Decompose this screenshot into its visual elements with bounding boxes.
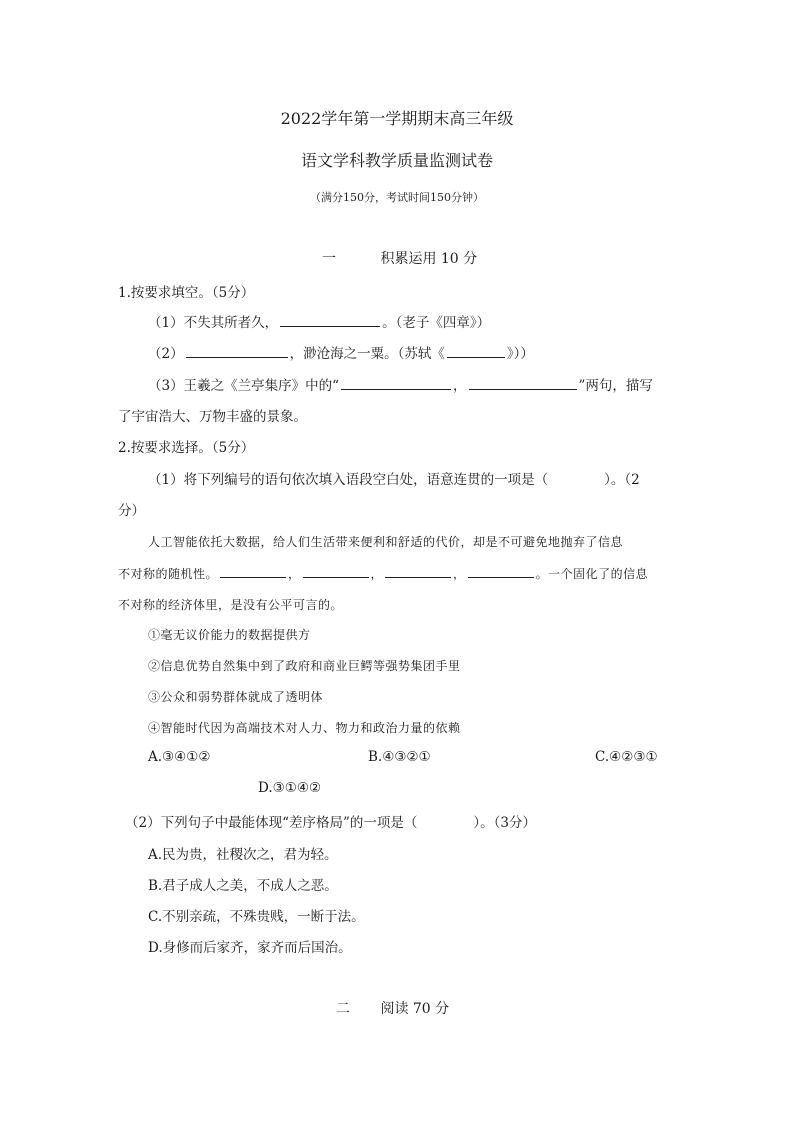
section-heading-2: [336, 998, 449, 1018]
text: （3）王羲之《兰亭集序》中的“: [148, 378, 339, 394]
exam-info: （满分150分，考试时间150分钟）: [310, 191, 484, 204]
question-2-part-1-cont: 分）: [118, 503, 145, 519]
page-title-line2: 语文学科教学质量监测试卷: [300, 151, 493, 170]
sentence-item-4: ④智能时代因为高端技术对人力、物力和政治力量的依赖: [148, 721, 461, 735]
text: 。（老子《四章》）: [382, 315, 491, 331]
answer-blank: [303, 565, 369, 578]
text: ，: [370, 567, 384, 581]
answer-blank: [447, 345, 505, 358]
section-label: 阅读 70 分: [380, 1001, 450, 1017]
sentence-item-1: ①毫无议价能力的数据提供方: [148, 628, 311, 642]
choice-a: A.民为贵，社稷次之，君为轻。: [148, 847, 338, 863]
text: ）。（2: [604, 472, 640, 488]
question-1-part-3: [148, 374, 653, 394]
sentence-item-2: ②信息优势自然集中到了政府和商业巨鳄等强势集团手里: [148, 659, 461, 673]
question-1-part-1: [148, 311, 490, 331]
option-b: B.④③②①: [368, 749, 431, 765]
answer-blank: [468, 565, 534, 578]
question-1-stem: 1.按要求填空。（5分）: [118, 285, 255, 301]
answer-blank: [186, 345, 288, 358]
option-d: D.③①④②: [258, 780, 322, 796]
answer-blank: [385, 565, 451, 578]
page-title-line1: 2022学年第一学期期末高三年级: [280, 109, 514, 128]
passage-line-1: 人工智能依托大数据，给人们生活带来便利和舒适的代价，却是不可避免地抛弃了信息: [148, 535, 624, 549]
choice-d: D.身修而后家齐，家齐而后国治。: [148, 940, 352, 956]
text: ，渺沧海之一粟。（苏轼《: [289, 346, 445, 362]
question-1-part-3-cont: 了宇宙浩大、万物丰盛的景象。: [118, 409, 307, 425]
option-a: A.③④①②: [148, 749, 211, 765]
passage-line-2: [118, 565, 648, 582]
text: ，: [453, 378, 467, 394]
section-label: 积累运用 10 分: [380, 251, 478, 267]
text: ，: [453, 567, 466, 581]
text: ”两句，描写: [578, 378, 653, 394]
text: （2）: [148, 346, 184, 362]
answer-blank: [469, 377, 577, 390]
question-2-stem: 2.按要求选择。（5分）: [118, 440, 255, 456]
text: ）。（3分）: [473, 815, 536, 831]
question-2-part-1: [148, 468, 640, 488]
text: 不对称的随机性。: [118, 567, 219, 581]
option-c: C.④②③①: [595, 749, 658, 765]
text: （1）不失其所者久，: [148, 315, 279, 331]
question-1-part-2: [148, 342, 534, 362]
text: （2）下列句子中最能体现“差序格局”的一项是（: [125, 815, 418, 831]
passage-line-3: 不对称的经济体里，是没有公平可言的。: [118, 598, 344, 612]
text: 》））: [506, 346, 534, 362]
choice-b: B.君子成人之美，不成人之恶。: [148, 878, 338, 894]
answer-blank: [220, 565, 286, 578]
choice-c: C.不别亲疏，不殊贵贱，一断于法。: [148, 909, 365, 925]
section-number: 二: [336, 1001, 350, 1017]
text: ，: [288, 567, 301, 581]
answer-blank: [341, 377, 451, 390]
section-heading-1: [322, 248, 477, 268]
section-number: 一: [322, 251, 336, 267]
sentence-item-3: ③公众和弱势群体就成了透明体: [148, 690, 324, 704]
answer-blank: [280, 314, 380, 327]
text: 。一个固化了的信息: [535, 567, 649, 581]
text: （1）将下列编号的语句依次填入语段空白处，语意连贯的一项是（: [148, 472, 549, 488]
question-2-part-2: [125, 811, 536, 831]
